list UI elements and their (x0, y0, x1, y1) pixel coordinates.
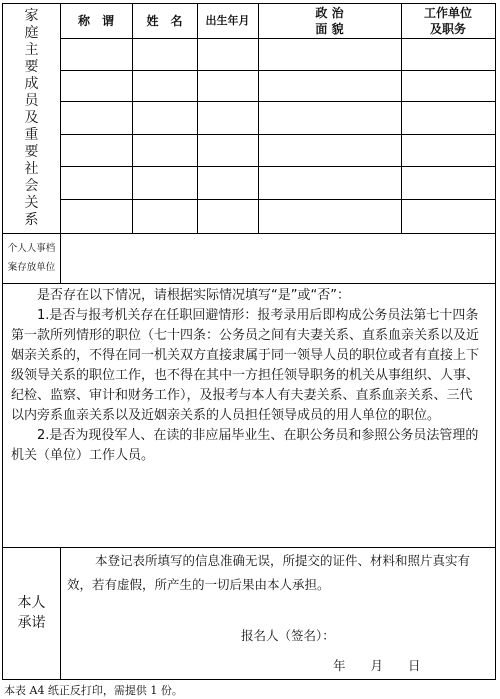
declaration-item-2: 2.是否为现役军人、在读的非应届毕业生、在职公务员和参照公务员法管理的机关（单位）工作人员。 (11, 428, 479, 463)
header-work-line2: 及职务 (429, 22, 466, 36)
promise-label-line1: 本人 (17, 595, 46, 611)
archive-label-line1: 个人人事档 (7, 243, 56, 254)
col-divider (60, 4, 61, 283)
row-divider (60, 70, 495, 71)
header-divider (60, 38, 495, 39)
row-divider (60, 134, 495, 135)
print-footnote: 本表 A4 纸正反打印，需提供 1 份。 (4, 684, 183, 697)
header-work-line1: 工作单位 (423, 6, 472, 20)
col-divider (132, 4, 133, 233)
declaration-text (11, 286, 483, 466)
promise-label-line2: 承诺 (17, 615, 46, 631)
header-political (258, 4, 401, 38)
archive-label-line2: 案存放单位 (7, 262, 56, 273)
row-divider (60, 199, 495, 200)
section-divider (3, 233, 495, 234)
signature-date: 年 月 日 (333, 658, 421, 673)
archive-label (3, 233, 60, 283)
header-political-line1: 政 治 (315, 6, 344, 20)
declaration-item-1: 1.是否与报考机关存在任职回避情形：报考录用后即构成公务员法第七十四条第一款所列情形的职位（七十四条：公务员之间有夫妻关系、直系血亲关系以及近姻亲关系的，不得在同一机关双方直接隶属于同一领导人员的职位或者有直接上下级领导关系的职位工作，也不得在其中一方担任领导职务的机关从事组织、人事、纪检、监察、审计和财务工作），及报考与本人有夫妻关系、直系血亲关系、三代以内旁系血亲关系以及近姻亲关系的人员担任领导成员的用人单位的职位。 (11, 308, 480, 423)
section-divider (3, 547, 495, 548)
header-birth: 出生年月 (205, 14, 250, 27)
col-divider (258, 4, 259, 233)
declaration-intro: 是否存在以下情况，请根据实际情况填写“是”或“否”： (37, 288, 350, 303)
promise-text: 本登记表所填写的信息准确无误，所提交的证件、材料和照片真实有效，若有虚假，所产生的一切后果由本人承担。 (67, 553, 471, 592)
col-divider (401, 4, 402, 233)
col-divider (60, 547, 61, 679)
section-divider (3, 283, 495, 284)
signature-label: 报名人（签名）： (241, 628, 335, 643)
row-divider (60, 101, 495, 102)
header-political-line2: 面 貌 (315, 22, 344, 36)
row-divider (60, 166, 495, 167)
header-name: 姓 名 (146, 14, 183, 28)
registration-form (2, 3, 496, 680)
promise-label (3, 547, 60, 679)
header-work (401, 4, 495, 38)
header-relation: 称 谓 (77, 14, 114, 28)
col-divider (197, 4, 198, 233)
family-section-label: 家庭主要成员及重要社会关系 (24, 8, 39, 228)
